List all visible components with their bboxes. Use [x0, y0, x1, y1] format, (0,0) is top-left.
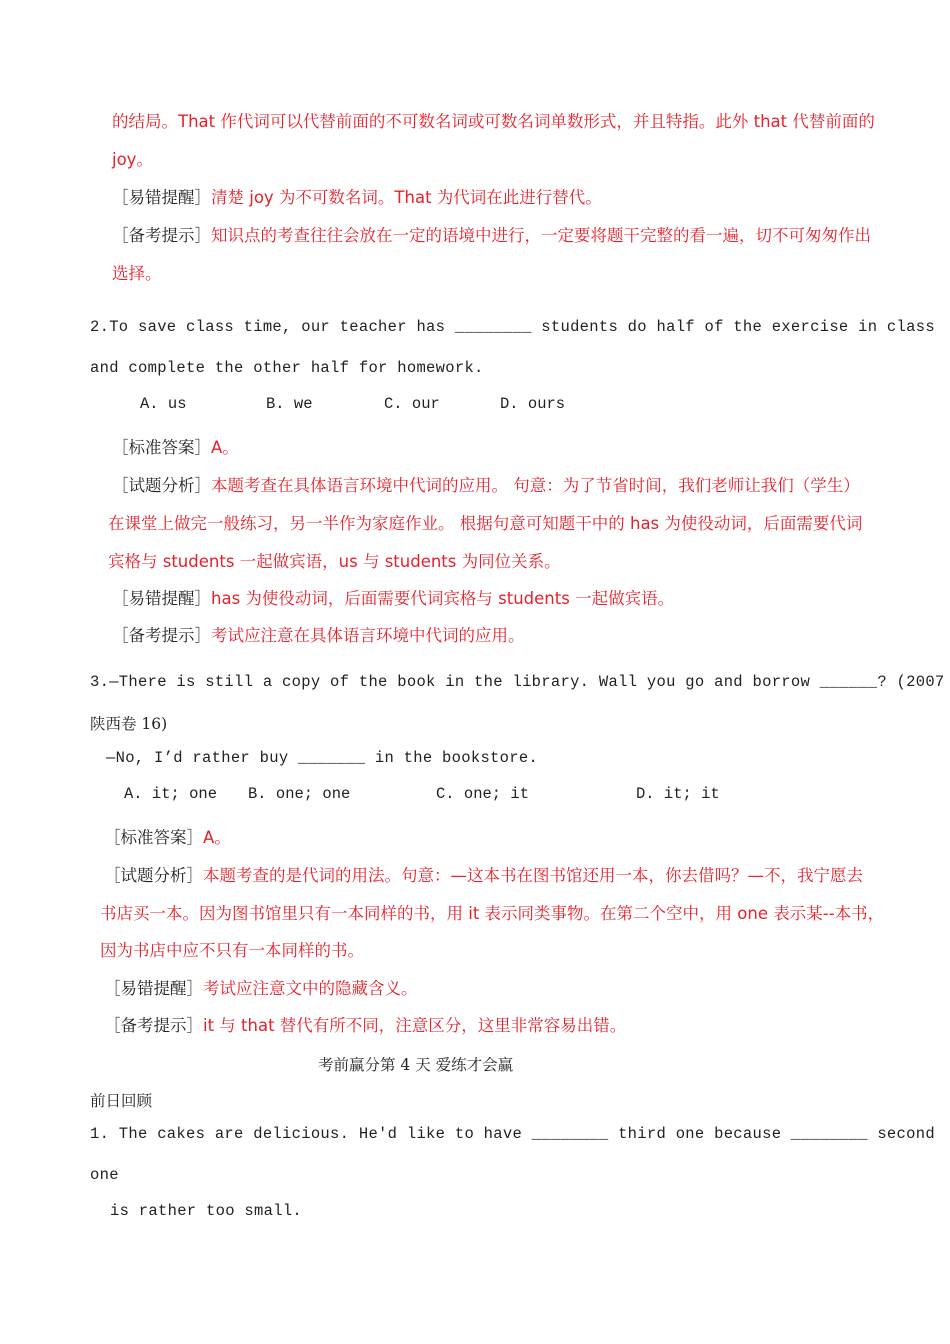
- option-b: B. we: [266, 395, 313, 413]
- exam-tip-label: ［备考提示］: [104, 1016, 203, 1035]
- question-analysis-text: 本题考查的是代词的用法。句意：—这本书在图书馆还用一本，你去借吗？—不，我宁愿去: [203, 866, 863, 885]
- question-analysis-label: ［试题分析］: [112, 476, 211, 495]
- option-c: C. one; it: [436, 785, 530, 803]
- mistake-tip-text: has 为使役动词，后面需要代词宾格与 students 一起做宾语。: [211, 589, 675, 608]
- exam-tip-text: it 与 that 替代有所不同，注意区分，这里非常容易出错。: [203, 1016, 627, 1035]
- question-3-source: 陕西卷 16): [90, 715, 168, 733]
- exam-tip-text: 考试应注意在具体语言环境中代词的应用。: [211, 626, 525, 645]
- standard-answer-label: ［标准答案］: [104, 828, 203, 847]
- explanation-line: joy。: [112, 150, 153, 169]
- explanation-line: 的结局。That 作代词可以代替前面的不可数名词或可数名词单数形式，并且特指。此外 that 代替前面的: [112, 112, 875, 131]
- question-3-line: 3.—There is still a copy of the book in the library. Wall you go and borrow ______? (2007: [90, 673, 945, 691]
- question-analysis-line: 在课堂上做完一般练习，另一半作为家庭作业。 根据句意可知题干中的 has 为使役动词，后面需要代词: [108, 514, 863, 533]
- exam-tip-continued: 选择。: [112, 264, 162, 283]
- question-analysis-line: 因为书店中应不只有一本同样的书。: [100, 941, 364, 960]
- mistake-tip-label: ［易错提醒］: [112, 188, 211, 207]
- question-3-line: —No, I’d rather buy _______ in the bookstore.: [106, 749, 539, 767]
- exercise-1-line: 1. The cakes are delicious. He'd like to have ________ third one because ________ second: [90, 1125, 935, 1143]
- exam-tip: [112, 222, 871, 246]
- standard-answer: [104, 824, 231, 848]
- exercise-1-line: is rather too small.: [110, 1202, 303, 1220]
- question-2-line: 2.To save class time, our teacher has ________ students do half of the exercise in class: [90, 318, 935, 336]
- exam-tip: [112, 622, 525, 646]
- mistake-tip: [112, 585, 674, 609]
- mistake-tip-label: ［易错提醒］: [104, 979, 203, 998]
- question-2-line: and complete the other half for homework.: [90, 359, 484, 377]
- section-title: 考前赢分第 4 天 爱练才会赢: [318, 1056, 514, 1074]
- standard-answer: [112, 434, 239, 458]
- exam-tip-label: ［备考提示］: [112, 226, 211, 245]
- standard-answer-text: A。: [203, 828, 231, 847]
- option-d: D. it; it: [636, 785, 720, 803]
- exam-tip-text: 知识点的考查往往会放在一定的语境中进行，一定要将题干完整的看一遍，切不可匆匆作出: [211, 226, 871, 245]
- mistake-tip: [112, 184, 602, 208]
- option-b: B. one; one: [248, 785, 351, 803]
- option-a: A. us: [140, 395, 187, 413]
- mistake-tip: [104, 975, 418, 999]
- mistake-tip-text: 清楚 joy 为不可数名词。That 为代词在此进行替代。: [211, 188, 602, 207]
- exercise-1-line: one: [90, 1166, 119, 1184]
- option-d: D. ours: [500, 395, 566, 413]
- question-analysis-text: 本题考查在具体语言环境中代词的应用。 句意：为了节省时间，我们老师让我们（学生）: [211, 476, 860, 495]
- standard-answer-label: ［标准答案］: [112, 438, 211, 457]
- exam-tip-label: ［备考提示］: [112, 626, 211, 645]
- question-analysis: [104, 862, 863, 886]
- section-subtitle: 前日回顾: [90, 1092, 153, 1110]
- mistake-tip-label: ［易错提醒］: [112, 589, 211, 608]
- standard-answer-text: A。: [211, 438, 239, 457]
- exam-tip: [104, 1012, 626, 1036]
- question-analysis-line: 书店买一本。因为图书馆里只有一本同样的书，用 it 表示同类事物。在第二个空中，用 one 表示某--本书，: [100, 904, 885, 923]
- question-analysis-label: ［试题分析］: [104, 866, 203, 885]
- mistake-tip-text: 考试应注意文中的隐藏含义。: [203, 979, 418, 998]
- option-a: A. it; one: [124, 785, 218, 803]
- question-analysis-line: 宾格与 students 一起做宾语，us 与 students 为同位关系。: [108, 552, 561, 571]
- option-c: C. our: [384, 395, 440, 413]
- question-analysis: [112, 472, 860, 496]
